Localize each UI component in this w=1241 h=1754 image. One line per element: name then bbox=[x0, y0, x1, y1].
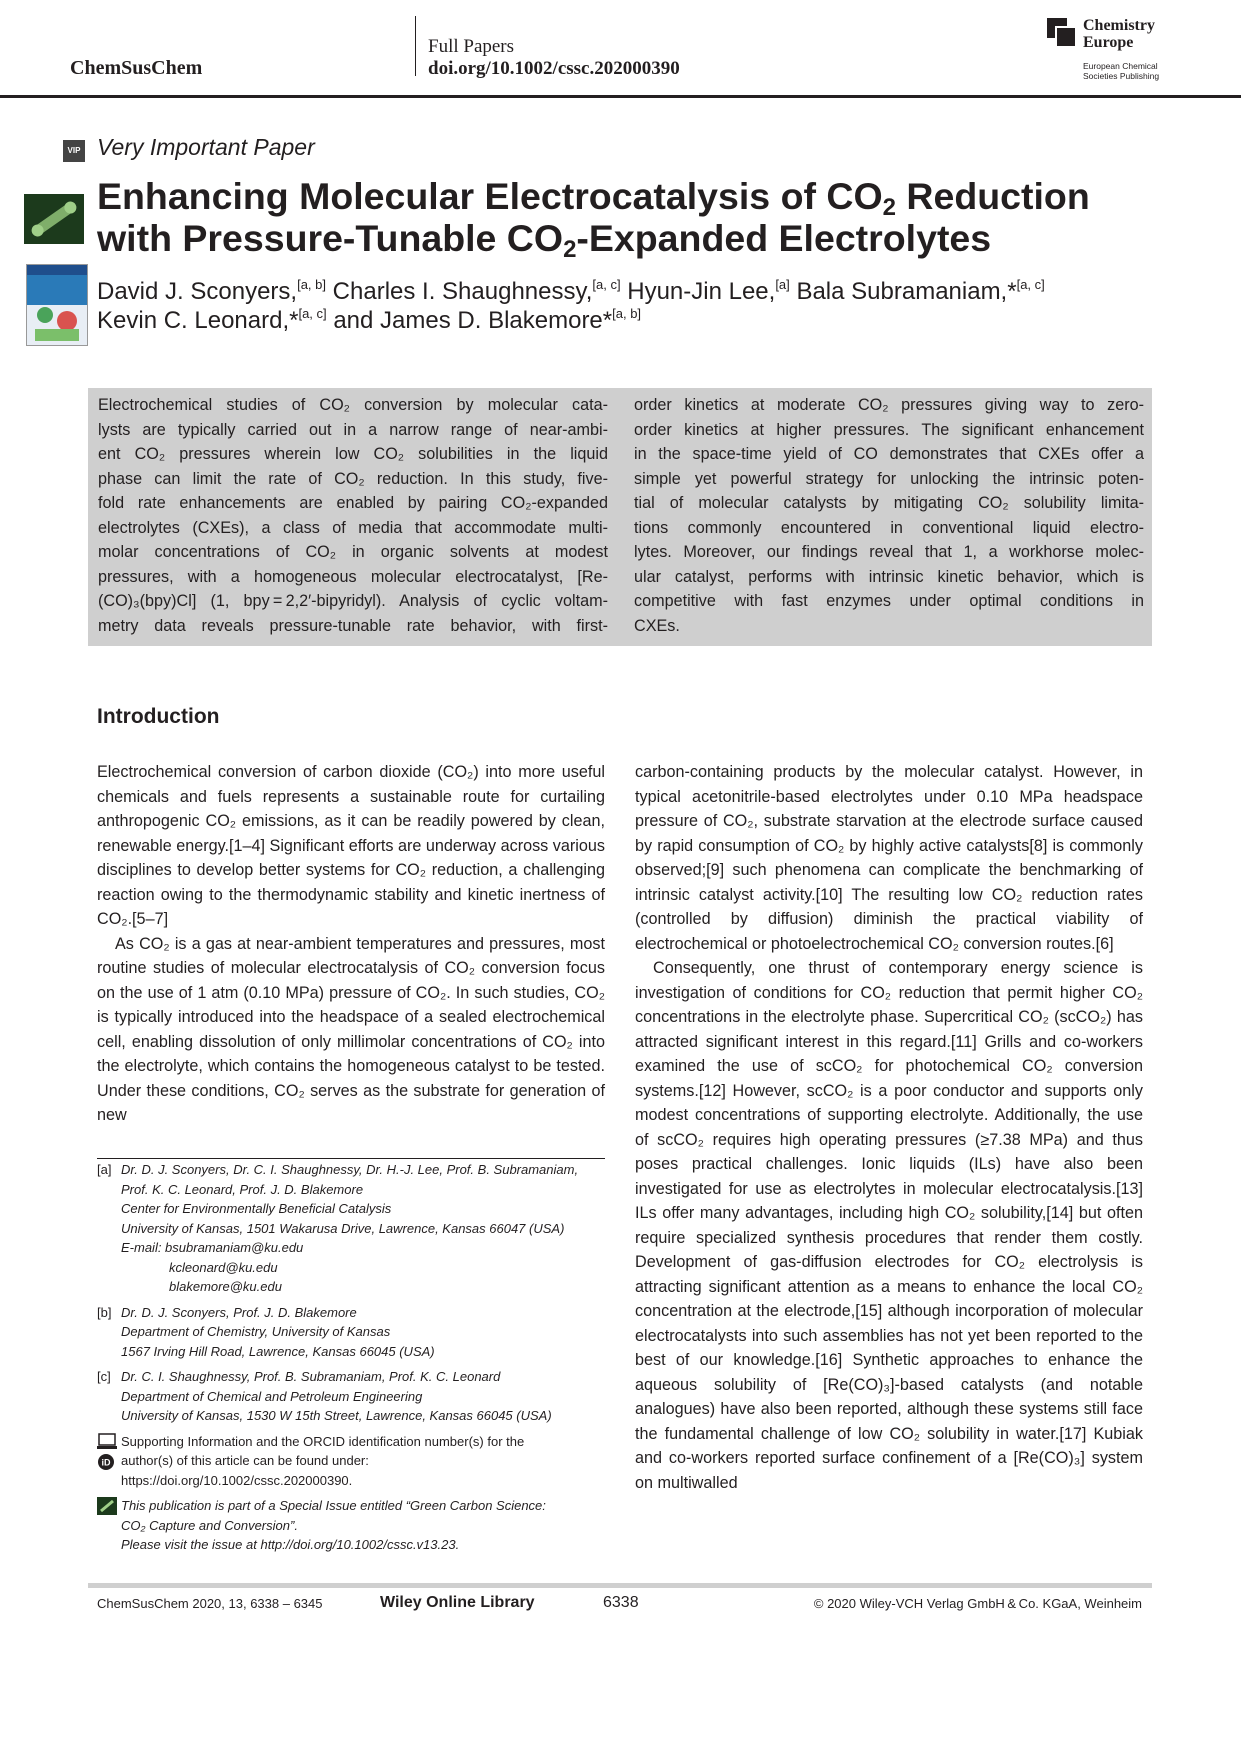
vip-icon: VIP bbox=[63, 140, 85, 162]
logo-text: Chemistry Europe bbox=[1083, 17, 1155, 51]
affiliations-footnotes bbox=[97, 1160, 617, 1555]
vip-label: Very Important Paper bbox=[97, 134, 315, 160]
paragraph: Electrochemical conversion of carbon dioxide (CO₂) into more useful chemicals and fuels represents a sustainable route for curtailing anthropogenic CO₂ emissions, as it can be readily powered by clean, renewable energy.[1–4] Significant efforts are underway across various disciplines to develop better systems for CO₂ reduction, a challenging reaction owing to the thermodynamic stability and kinetic inertness of CO₂.[5–7] bbox=[97, 763, 605, 928]
abstract-line: lytes. Moreover, our findings reveal that 1, a workhorse molec- bbox=[634, 543, 1144, 561]
abstract-box bbox=[88, 388, 1152, 646]
supporting-info-link[interactable]: https://doi.org/10.1002/cssc.202000390. bbox=[121, 1472, 353, 1488]
article-type: Full Papers bbox=[428, 36, 515, 57]
author-name: Hyun-Jin Lee, bbox=[627, 278, 776, 305]
special-issue-link[interactable]: Please visit the issue at http://doi.org/10.1002/cssc.v13.23. bbox=[121, 1537, 460, 1552]
abstract-line: simple yet powerful strategy for unlocking the intrinsic poten- bbox=[634, 469, 1144, 488]
body-column-right bbox=[635, 760, 1143, 1495]
email-link[interactable]: kcleonard@ku.edu bbox=[169, 1259, 278, 1275]
chemistry-europe-logo-icon bbox=[1047, 18, 1075, 46]
abstract-line: molar concentrations of CO₂ in organic solvents at modest bbox=[98, 543, 608, 561]
section-heading-introduction: Introduction bbox=[97, 705, 220, 728]
abstract-line: tial of molecular catalysts by mitigating CO₂ solubility limita- bbox=[634, 494, 1144, 512]
footer-copyright: © 2020 Wiley-VCH Verlag GmbH & Co. KGaA, Weinheim bbox=[813, 1596, 1142, 1611]
page-number: 6338 bbox=[603, 1594, 639, 1611]
body-column-left bbox=[97, 760, 605, 1128]
author-name: and James D. Blakemore* bbox=[333, 307, 613, 334]
author-affiliation: [a, c] bbox=[1016, 277, 1045, 292]
abstract-line: pressures, with a homogeneous molecular electrocatalyst, [Re- bbox=[98, 567, 608, 586]
abstract-line: in the space-time yield of CO demonstrates that CXEs offer a bbox=[634, 445, 1144, 463]
abstract-line: lysts are typically carried out in a narrow range of near-ambi- bbox=[98, 420, 608, 439]
author-affiliation: [a] bbox=[775, 277, 790, 292]
abstract-line: Electrochemical studies of CO₂ conversion by molecular cata- bbox=[98, 396, 608, 414]
abstract-column-right bbox=[634, 393, 1144, 638]
paragraph: carbon-containing products by the molecular catalyst. However, in typical acetonitrile-based electrolytes under 0.10 MPa headspace pressure of CO₂, substrate starvation at the electrode surface caused by rapid consumption of CO₂ by highly active catalysts[8] is commonly observed;[9] such phenomena can complicate the benchmarking of intrinsic catalyst activity.[10] The resulting low CO₂ reduction rates (controlled by diffusion) diminish the practical viability of electrochemical or photoelectrochemical CO₂ conversion routes.[6] bbox=[635, 763, 1143, 953]
abstract-line: (CO)₃(bpy)Cl] (1, bpy = 2,2′-bipyridyl). Analysis of cyclic voltam- bbox=[98, 592, 608, 610]
special-issue-icon bbox=[97, 1497, 117, 1515]
affiliation-a: [a] Dr. D. J. Sconyers, Dr. C. I. Shaughnessy, Dr. H.-J. Lee, Prof. B. Subramaniam, Prof. K. C. Leonard, Prof. J. D. Blakemore Center for Environmentally Beneficial Catalysis University of Kansas, 1501 Wakarusa Drive, Lawrence, Kansas 66047 (USA) E-mail: bsubramaniam@ku.edu kcleonard@ku.edu blakemore@ku.edu bbox=[97, 1160, 617, 1297]
toc-graphic-icon bbox=[24, 194, 84, 244]
abstract-line: phase can limit the rate of CO₂ reduction. In this study, five- bbox=[98, 469, 608, 488]
author-name: David J. Sconyers, bbox=[97, 278, 298, 305]
abstract-column-left bbox=[98, 393, 608, 638]
affiliation-b: [b] Dr. D. J. Sconyers, Prof. J. D. Blakemore Department of Chemistry, University of Kansas 1567 Irving Hill Road, Lawrence, Kansas 66045 (USA) bbox=[97, 1304, 435, 1359]
email-link[interactable]: blakemore@ku.edu bbox=[169, 1279, 282, 1294]
header-divider bbox=[415, 16, 416, 76]
abstract-line: ent CO₂ pressures wherein low CO₂ solubilities in the liquid bbox=[98, 445, 608, 463]
footer-citation: ChemSusChem 2020, 13, 6338 – 6345 bbox=[97, 1596, 323, 1611]
author-name: Kevin C. Leonard,* bbox=[97, 307, 299, 334]
abstract-line: metry data reveals pressure-tunable rate behavior, with first- bbox=[98, 616, 608, 635]
author-affiliation: [a, c] bbox=[592, 277, 621, 292]
orcid-icon bbox=[97, 1453, 117, 1471]
article-title: Enhancing Molecular Electrocatalysis of $CO_2$ Reduction with Pressure-Tunable $CO_2$-Expanded Electrolytes bbox=[97, 175, 1090, 263]
article-doi[interactable]: doi.org/10.1002/cssc.202000390 bbox=[428, 58, 680, 79]
footer-rule bbox=[88, 1583, 1152, 1588]
abstract-line: electrolytes (CXEs), a class of media that accommodate multi- bbox=[98, 518, 608, 537]
author-list bbox=[97, 277, 1157, 335]
paragraph: As CO₂ is a gas at near-ambient temperatures and pressures, most routine studies of molecular electrocatalysis of CO₂ conversion focus on the use of 1 atm (0.10 MPa) pressure of CO₂. In such studies, CO₂ is typically introduced into the headspace of a sealed electrochemical cell, enabling dissolution of only millimolar concentrations of CO₂ into the electrolyte, which contains the homogeneous catalyst to be tested. Under these conditions, CO₂ serves as the substrate for generation of new bbox=[97, 934, 605, 1124]
author-name: Charles I. Shaughnessy, bbox=[332, 278, 593, 305]
abstract-line: tions commonly encountered in conventional liquid electro- bbox=[634, 518, 1144, 537]
journal-name: ChemSusChem bbox=[70, 57, 203, 79]
logo-subtext: European Chemical Societies Publishing bbox=[1083, 61, 1160, 81]
abstract-line: competitive with fast enzymes under optimal conditions in bbox=[634, 592, 1144, 610]
svg-text:iD: iD bbox=[101, 1457, 111, 1467]
author-affiliation: [a, c] bbox=[298, 306, 327, 321]
abstract-line: order kinetics at higher pressures. The significant enhancement bbox=[634, 420, 1144, 439]
computer-icon bbox=[97, 1433, 117, 1451]
footnote-rule bbox=[97, 1158, 605, 1159]
wiley-online-library-link[interactable]: Wiley Online Library bbox=[380, 1594, 535, 1611]
abstract-line: order kinetics at moderate CO₂ pressures giving way to zero- bbox=[634, 396, 1144, 414]
author-affiliation: [a, b] bbox=[297, 277, 326, 292]
affiliation-c: [c] Dr. C. I. Shaughnessy, Prof. B. Subramaniam, Prof. K. C. Leonard Department of Chemical and Petroleum Engineering University of Kansas, 1530 W 15th Street, Lawrence, Kansas 66045 (USA) bbox=[97, 1369, 552, 1423]
supporting-info-note: iD Supporting Information and the ORCID identification number(s) for the author(s) of this article can be found under: https://doi.org/10.1002/cssc.202000390. bbox=[97, 1432, 617, 1491]
paragraph: Consequently, one thrust of contemporary energy science is investigation of conditions for CO₂ reduction that permit higher CO₂ concentrations in the electrolyte phase. Supercritical CO₂ (scCO₂) has attracted significant interest in this regard.[11] Grills and co-workers examined the use of scCO₂ for photochemical CO₂ conversion systems.[12] However, scCO₂ is a poor conductor and supports only modest concentrations of supporting electrolyte. Additionally, the use of scCO₂ requires high operating pressures (≥7.38 MPa) and thus poses practical challenges. Ionic liquids (ILs) have also been investigated for use as electrolytes in molecular electrocatalysis.[13] ILs offer many advantages, including high CO₂ solubility,[14] but often require specialized synthesis procedures that render them costly. Development of gas-diffusion electrodes for CO₂ electrolysis is attracting significant attention as a means to enhance the local CO₂ concentration at the electrode,[15] although incorporation of molecular electrocatalysts into such assemblies has not yet been reported to the best of our knowledge.[16] Synthetic approaches to enhance the aqueous solubility of [Re(CO)₃]-based catalysts (and notable analogues) have also been reported, although these systems still face the fundamental challenge of low CO₂ solubility in water.[17] Kubiak and co-workers reported surface confinement of a [Re(CO)₃] system on multiwalled bbox=[635, 959, 1143, 1492]
cover-image-icon bbox=[26, 264, 88, 346]
header-rule bbox=[0, 95, 1241, 98]
special-issue-note: This publication is part of a Special Issue entitled “Green Carbon Science: CO₂ Capture and Conversion”. Please visit the issue at http://doi.org/10.1002/cssc.v13.23. bbox=[97, 1496, 617, 1555]
abstract-line: fold rate enhancements are enabled by pairing CO₂-expanded bbox=[98, 494, 608, 512]
author-name: Bala Subramaniam,* bbox=[796, 278, 1017, 305]
author-affiliation: [a, b] bbox=[612, 306, 642, 321]
abstract-line: CXEs. bbox=[634, 616, 680, 635]
abstract-line: ular catalyst, performs with intrinsic kinetic behavior, which is bbox=[634, 567, 1144, 586]
